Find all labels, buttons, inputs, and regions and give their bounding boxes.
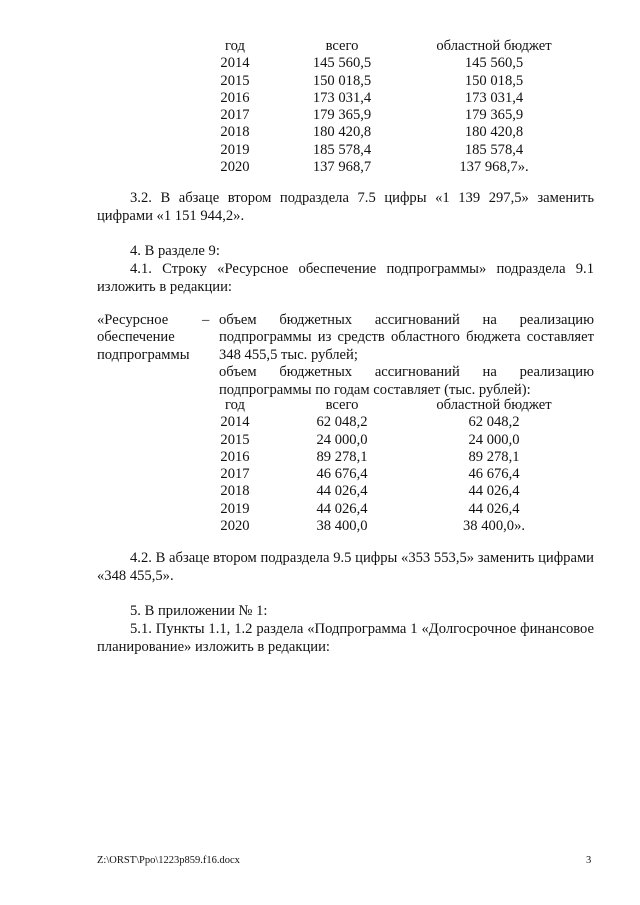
cell-budget: 46 676,4 xyxy=(468,466,520,483)
cell-year: 2016 xyxy=(220,89,250,106)
footer-page-number: 3 xyxy=(586,855,592,866)
cell-budget: 24 000,0 xyxy=(468,431,520,448)
cell-budget: 150 018,5 xyxy=(464,72,524,89)
paragraph-4-heading: 4. В разделе 9: xyxy=(130,243,220,259)
paragraph-4-2-line-1: 4.2. В абзаце втором подраздела 9.5 цифры «353 553,5» заменить цифрами xyxy=(130,550,594,566)
cell-year: 2016 xyxy=(220,448,250,465)
table-row xyxy=(196,90,578,107)
cell-budget: 145 560,5 xyxy=(464,55,524,72)
cell-total: 89 278,1 xyxy=(316,448,368,465)
resource-text-line: объем бюджетных ассигнований на реализацию xyxy=(219,312,594,328)
cell-year: 2014 xyxy=(220,55,250,72)
years-table xyxy=(196,397,578,535)
cell-year: 2018 xyxy=(220,483,250,500)
resource-label-line: обеспечение xyxy=(97,329,175,346)
table-row xyxy=(196,142,578,159)
table-row xyxy=(196,124,578,141)
table-row xyxy=(196,73,578,90)
footer-file-path: Z:\ORST\Ppo\1223p859.f16.docx xyxy=(97,855,240,866)
table-row xyxy=(196,518,578,535)
resource-text-line: подпрограммы из средств областного бюджета составляет xyxy=(219,329,594,346)
paragraph-5-1-line-2: планирование» изложить в редакции: xyxy=(97,639,330,655)
cell-budget: 179 365,9 xyxy=(464,107,524,124)
table-header-row xyxy=(196,397,578,414)
cell-year: 2015 xyxy=(220,72,250,89)
cell-year: 2020 xyxy=(220,518,250,535)
resource-label-line: подпрограммы xyxy=(97,346,190,363)
cell-total: 46 676,4 xyxy=(316,466,368,483)
funding-table-1 xyxy=(196,38,578,176)
cell-total: 44 026,4 xyxy=(316,500,368,517)
cell-budget: 62 048,2 xyxy=(468,414,520,431)
cell-budget: 44 026,4 xyxy=(468,483,520,500)
cell-total: 173 031,4 xyxy=(312,89,372,106)
resource-description xyxy=(219,312,594,399)
cell-year: 2020 xyxy=(220,159,250,176)
cell-budget: 89 278,1 xyxy=(468,448,520,465)
paragraph-5-1-line-1: 5.1. Пункты 1.1, 1.2 раздела «Подпрограмма 1 «Долгосрочное финансовое xyxy=(130,621,594,637)
table-row xyxy=(196,55,578,72)
cell-year: 2018 xyxy=(220,124,250,141)
years-table xyxy=(196,38,578,176)
header-regional-budget: областной бюджет xyxy=(436,38,552,54)
cell-total: 137 968,7 xyxy=(312,159,372,176)
cell-total: 145 560,5 xyxy=(312,55,372,72)
paragraph-3-2-line-2: цифрами «1 151 944,2». xyxy=(97,208,245,224)
cell-total: 62 048,2 xyxy=(316,414,368,431)
table-row xyxy=(196,501,578,518)
cell-total: 179 365,9 xyxy=(312,107,372,124)
resource-text-line: 348 455,5 тыс. рублей; xyxy=(219,346,358,363)
cell-total: 180 420,8 xyxy=(312,124,372,141)
cell-year: 2019 xyxy=(220,141,250,158)
header-year: год xyxy=(225,38,245,54)
cell-budget: 44 026,4 xyxy=(468,500,520,517)
cell-total: 44 026,4 xyxy=(316,483,368,500)
cell-total: 24 000,0 xyxy=(316,431,368,448)
cell-total: 38 400,0 xyxy=(316,518,368,535)
funding-table-2 xyxy=(196,397,578,535)
paragraph-3-2-line-1: 3.2. В абзаце втором подраздела 7.5 цифры «1 139 297,5» заменить xyxy=(130,190,594,206)
resource-text-line: объем бюджетных ассигнований на реализацию xyxy=(219,364,594,381)
resource-label-line: «Ресурсное xyxy=(97,312,169,328)
cell-budget: 173 031,4 xyxy=(464,89,524,106)
table-row xyxy=(196,483,578,500)
table-row xyxy=(196,466,578,483)
header-regional-budget: областной бюджет xyxy=(436,397,552,413)
table-row xyxy=(196,159,578,176)
header-year: год xyxy=(225,397,245,413)
paragraph-5-heading: 5. В приложении № 1: xyxy=(130,603,268,619)
header-total: всего xyxy=(325,38,359,54)
resource-text-line: подпрограммы по годам составляет (тыс. рублей): xyxy=(219,381,531,398)
cell-budget: 38 400,0». xyxy=(462,518,526,535)
cell-year: 2014 xyxy=(220,414,250,431)
table-row xyxy=(196,414,578,431)
cell-year: 2017 xyxy=(220,107,250,124)
table-row xyxy=(196,107,578,124)
table-header-row xyxy=(196,38,578,55)
cell-year: 2017 xyxy=(220,466,250,483)
cell-total: 150 018,5 xyxy=(312,72,372,89)
paragraph-4-1-line-1: 4.1. Строку «Ресурсное обеспечение подпрограммы» подраздела 9.1 xyxy=(130,261,594,277)
cell-budget: 185 578,4 xyxy=(464,141,524,158)
resource-dash: – xyxy=(202,312,210,328)
table-row xyxy=(196,432,578,449)
cell-total: 185 578,4 xyxy=(312,141,372,158)
cell-budget: 180 420,8 xyxy=(464,124,524,141)
resource-label xyxy=(97,312,193,364)
header-total: всего xyxy=(325,397,359,413)
cell-year: 2015 xyxy=(220,431,250,448)
cell-year: 2019 xyxy=(220,500,250,517)
table-row xyxy=(196,449,578,466)
cell-budget: 137 968,7». xyxy=(459,159,529,176)
paragraph-4-1-line-2: изложить в редакции: xyxy=(97,279,232,295)
paragraph-4-2-line-2: «348 455,5». xyxy=(97,568,174,584)
